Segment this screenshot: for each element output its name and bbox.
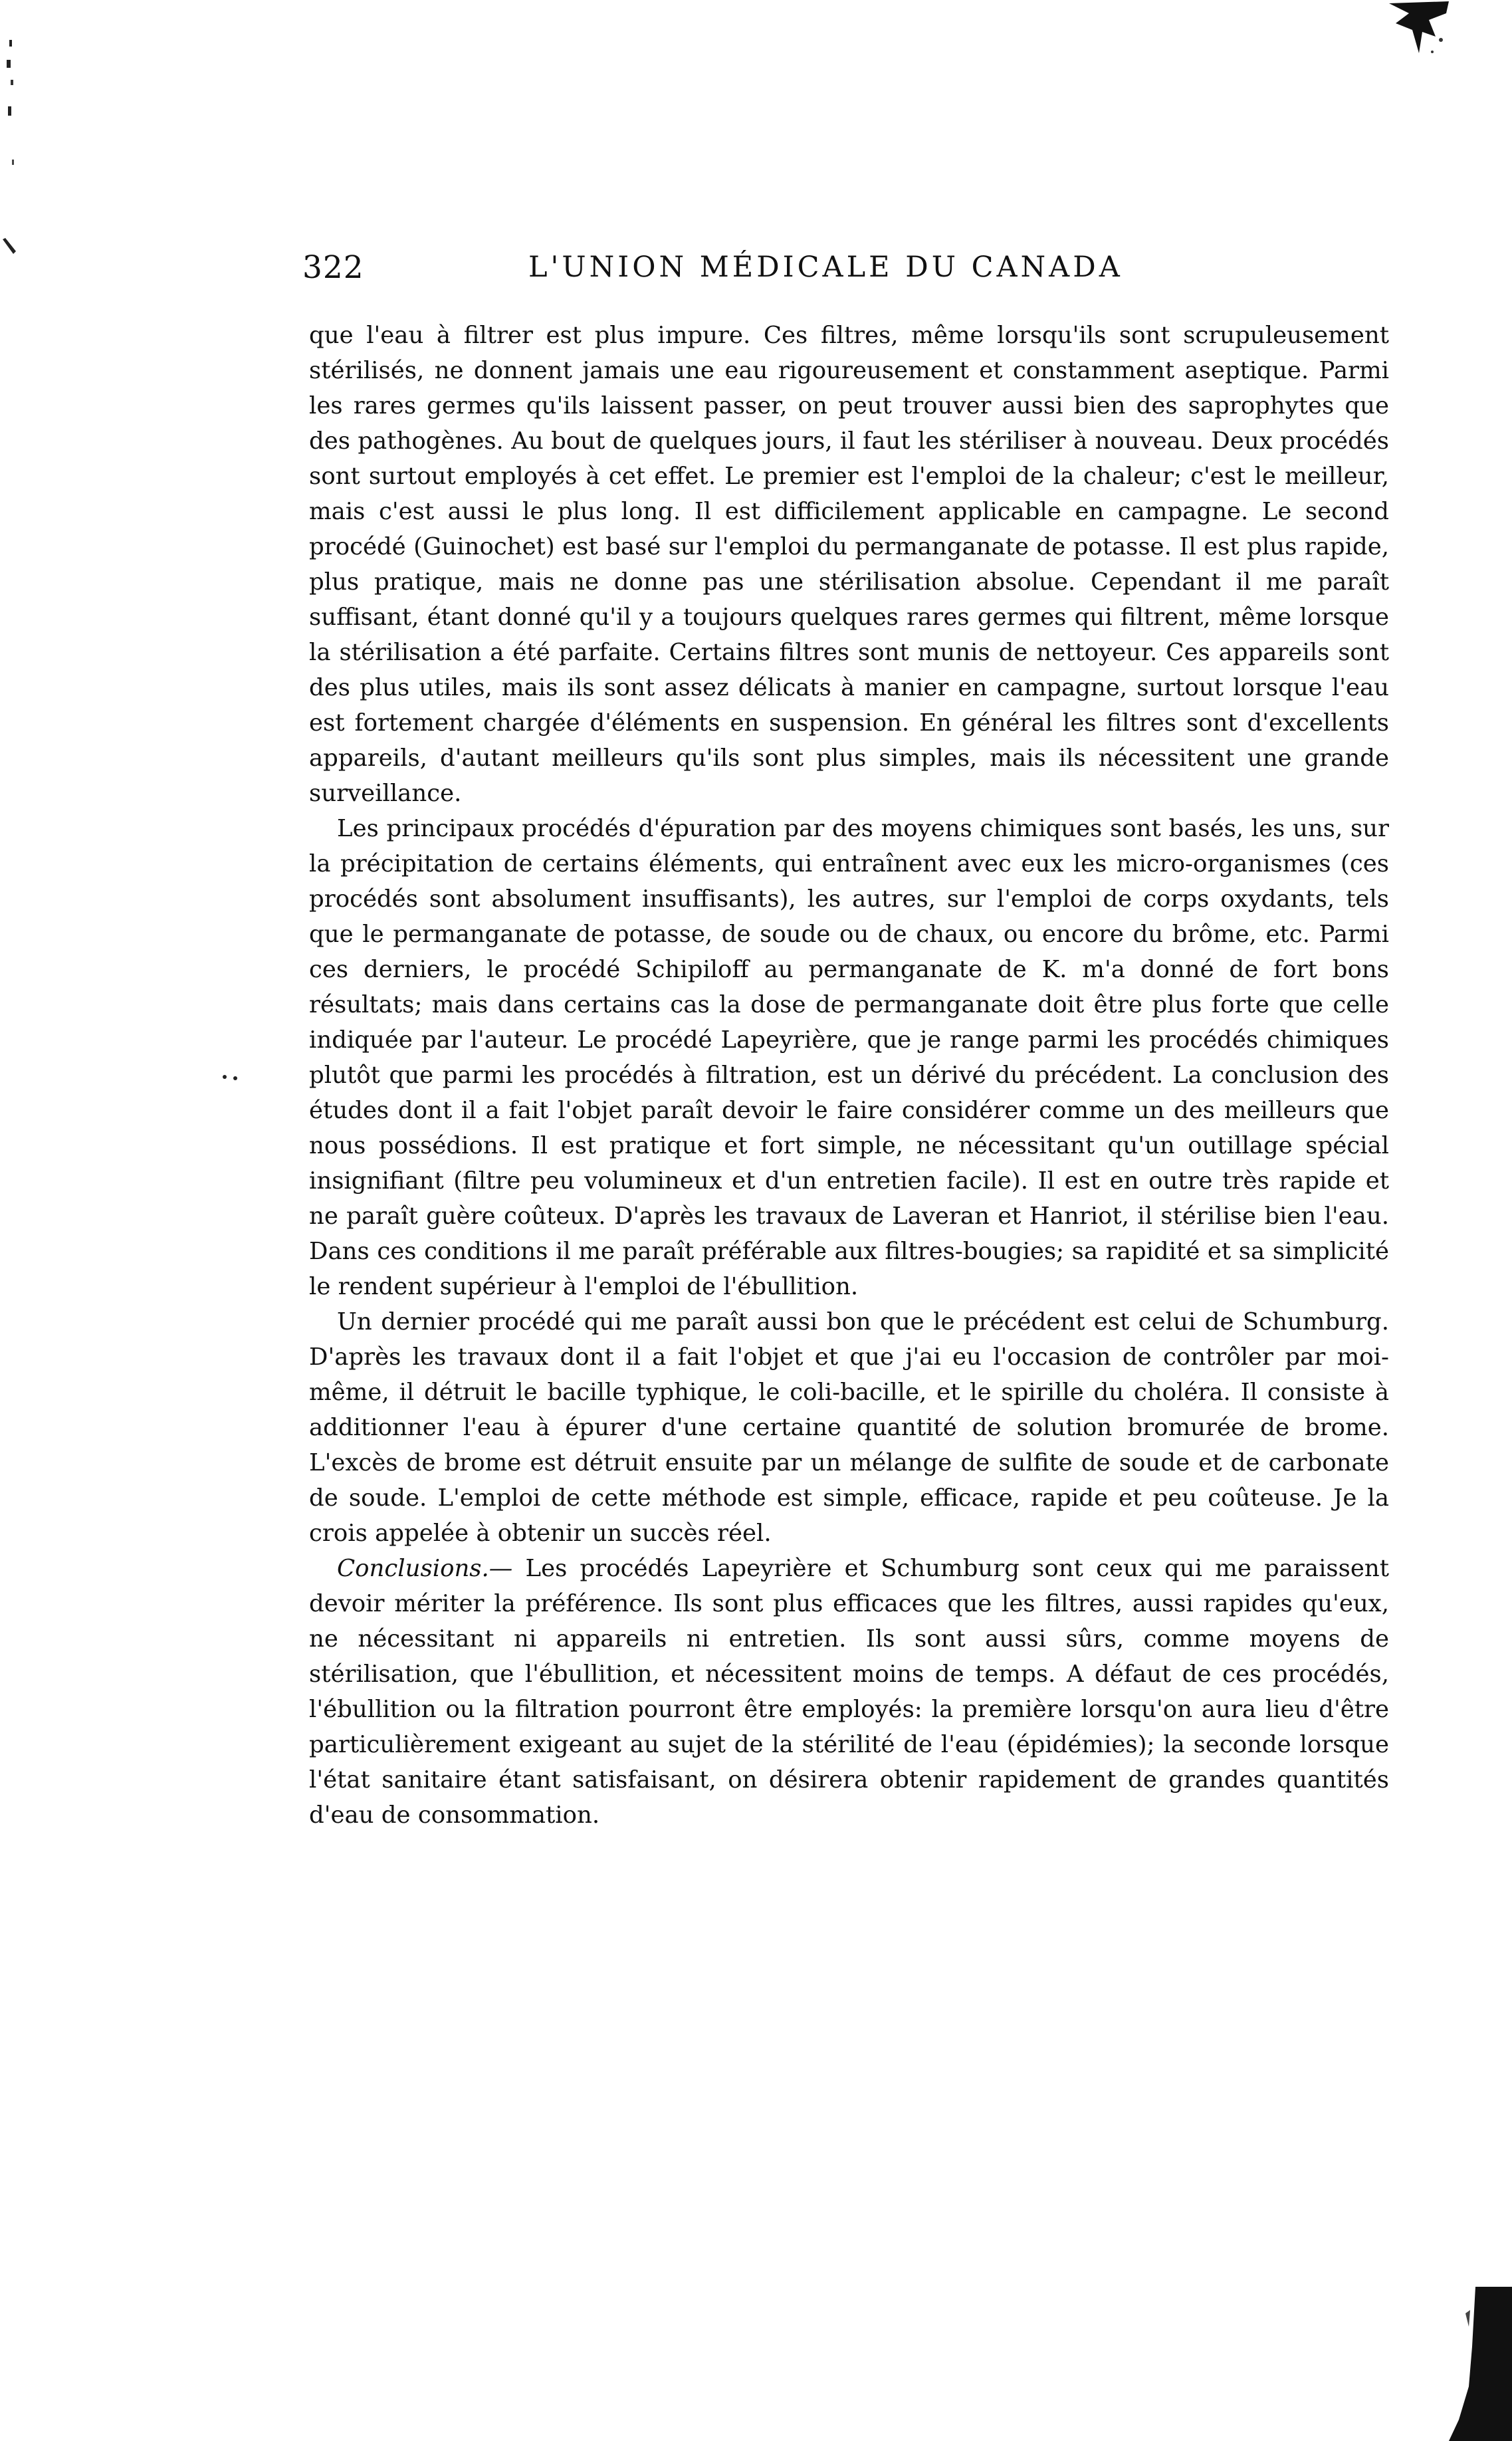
stray-ink-dots — [219, 1070, 246, 1084]
paragraph-text: Un dernier procédé qui me paraît aussi bon que le précédent est celui de Schumburg. D'après les travaux dont il a fait l'objet et que j'ai eu l'occasion de contrôler par moi-même, il détruit le bacille typhique, le coli-bacille, et le spirille du choléra. Il consiste à additionner l'eau à épurer d'une certaine quantité de solution bromurée de brome. L'excès de brome est détruit ensuite par un mélange de sulfite de soude et de carbonate de soude. L'emploi de cette méthode est simple, efficace, rapide et peu coûteuse. Je la crois appelée à obtenir un succès réel. — [309, 1308, 1389, 1547]
conclusions-heading: Conclusions.— — [337, 1555, 513, 1582]
page-number: 322 — [302, 249, 364, 286]
paragraph — [309, 1304, 1389, 1551]
paragraph-text: que l'eau à filtrer est plus impure. Ces filtres, même lorsqu'ils sont scrupuleusement stérilisés, ne donnent jamais une eau rigoureusement et constamment aseptique. Parmi les rares germes qu'ils laissent passer, on peut trouver aussi bien des saprophytes que des pathogènes. Au bout de quelques jours, il faut les stériliser à nouveau. Deux procédés sont surtout employés à cet effet. Le premier est l'emploi de la chaleur; c'est le meilleur, mais c'est aussi le plus long. Il est difficilement applicable en campagne. Le second procédé (Guinochet) est basé sur l'emploi du permanganate de potasse. Il est plus rapide, plus pratique, mais ne donne pas une stérilisation absolue. Cependant il me paraît suffisant, étant donné qu'il y a toujours quelques rares germes qui filtrent, même lorsque la stérilisation a été parfaite. Certains filtres sont munis de nettoyeur. Ces appareils sont des plus utiles, mais ils sont assez délicats à manier en campagne, surtout lorsque l'eau est fortement chargée d'éléments en suspension. En général les filtres sont d'excellents appareils, d'autant meilleurs qu'ils sont plus simples, mais ils nécessitent une grande surveillance. — [309, 322, 1389, 807]
scan-edge-mark-top-right — [1382, 0, 1456, 60]
scan-edge-mark-left — [0, 40, 27, 266]
running-title: L'UNION MÉDICALE DU CANADA — [528, 251, 1123, 284]
paragraph — [309, 318, 1389, 811]
paragraph-text: Les principaux procédés d'épuration par des moyens chimiques sont basés, les uns, sur la précipitation de certains éléments, qui entraînent avec eux les micro-organismes (ces procédés sont absolument insuffisants), les autres, sur l'emploi de corps oxydants, tels que le permanganate de potasse, de soude ou de chaux, ou encore du brôme, etc. Parmi ces derniers, le procédé Schipiloff au permanganate de K. m'a donné de fort bons résultats; mais dans certains cas la dose de permanganate doit être plus forte que celle indiquée par l'auteur. Le procédé Lapeyrière, que je range parmi les procédés chimiques plutôt que parmi les procédés à filtration, est un dérivé du précédent. La conclusion des études dont il a fait l'objet paraît devoir le faire considérer comme un des meilleurs que nous possédions. Il est pratique et fort simple, ne nécessitant qu'un outillage spécial insignifiant (filtre peu volumineux et d'un entretien facile). Il est en outre très rapide et ne paraît guère coûteux. D'après les travaux de Laveran et Hanriot, il stérilise bien l'eau. Dans ces conditions il me paraît préférable aux filtres-bougies; sa rapidité et sa simplicité le rendent supérieur à l'emploi de l'ébullition. — [309, 815, 1389, 1300]
paragraph-text: Les procédés Lapeyrière et Schumburg sont ceux qui me paraissent devoir mériter la préférence. Ils sont plus efficaces que les filtres, aussi rapides qu'eux, ne nécessitant ni appareils ni entretien. Ils sont aussi sûrs, comme moyens de stérilisation, que l'ébullition, et nécessitent moins de temps. A défaut de ces procédés, l'ébullition ou la filtration pourront être employés: la première lorsqu'on aura lieu d'être particulièrement exigeant au sujet de la stérilité de l'eau (épidémies); la seconde lorsque l'état sanitaire étant satisfaisant, on désirera obtenir rapidement de grandes quantités d'eau de consommation. — [309, 1555, 1389, 1829]
page-header — [302, 249, 1436, 289]
article-body — [309, 318, 1389, 1833]
scan-edge-mark-bottom-right — [1429, 2287, 1512, 2441]
paragraph — [309, 811, 1389, 1304]
conclusions-paragraph — [309, 1551, 1389, 1833]
